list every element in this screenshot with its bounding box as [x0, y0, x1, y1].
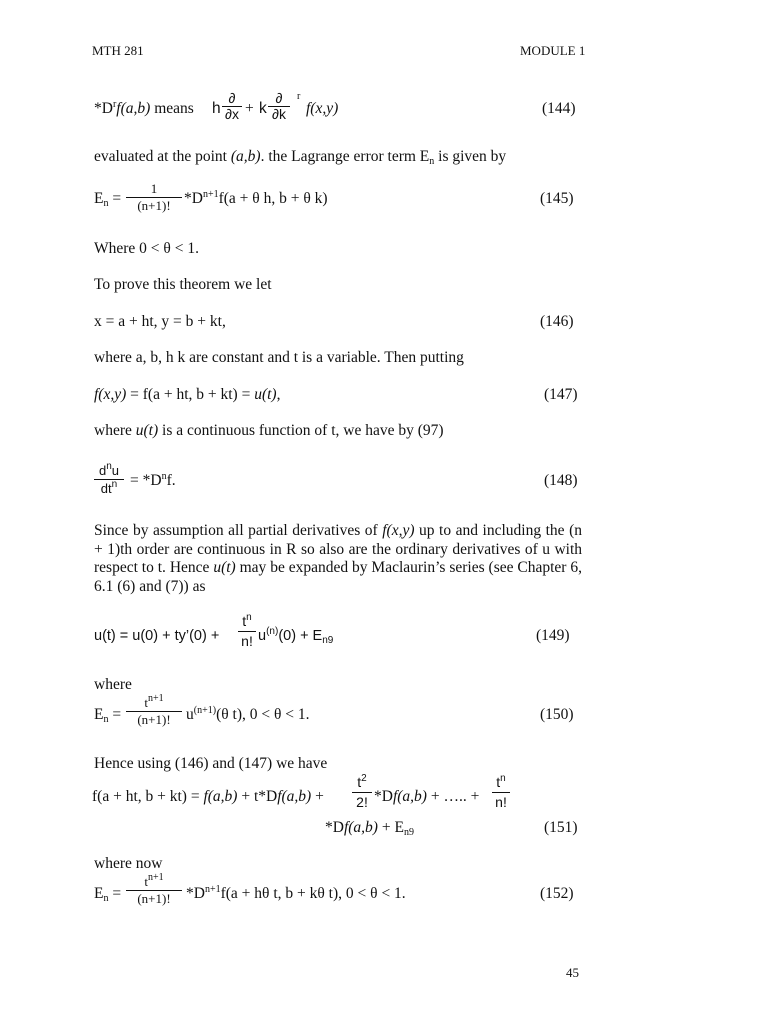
numerator [126, 874, 182, 890]
numerator [94, 462, 124, 479]
equation-146: x = a + ht, y = b + kt, [94, 313, 226, 330]
operator-text: *D [325, 819, 344, 836]
text-to-prove: To prove this theorem we let [94, 276, 272, 293]
expression: + t*D [237, 788, 278, 805]
numerator: ∂ [275, 90, 283, 106]
numerator [352, 773, 372, 792]
equation-147 [94, 386, 280, 404]
plus-sign: + [245, 100, 254, 117]
t: t [144, 874, 148, 889]
expression: f(a + θ h, b + θ k) [218, 190, 328, 207]
function-ab: f(a,b) [343, 819, 378, 836]
h-symbol: h [212, 100, 221, 117]
text: may be expanded by Maclaurin’s series (see Chapter 6, 6.1 (6) and (7)) as [94, 559, 582, 595]
text-where-now: where now [94, 855, 163, 872]
fraction-d-dk [268, 91, 290, 122]
text: where [94, 422, 136, 439]
superscript: n [161, 471, 167, 482]
numerator [492, 773, 510, 792]
page-number: 45 [566, 965, 579, 980]
text-constants: where a, b, h k are constant and t is a variable. Then putting [94, 349, 464, 366]
operator-text: *D [184, 190, 203, 207]
superscript: (n) [266, 626, 279, 637]
expression: f(a + hθ t, b + kθ t), 0 < θ < 1. [220, 885, 406, 902]
text: evaluated at the point [94, 148, 231, 165]
ellipsis-plus: + ….. + [426, 788, 480, 805]
numerator: ∂ [228, 90, 236, 106]
subscript: n [103, 714, 109, 725]
function-xy: f(x,y) [94, 386, 127, 403]
denominator: (n+1)! [137, 712, 171, 727]
equation-number-152: (152) [540, 885, 574, 902]
operator-text: = *D [130, 472, 162, 489]
text-evaluated-line [94, 148, 506, 166]
text-where-theta: Where 0 < θ < 1. [94, 240, 199, 257]
equation-number-150: (150) [540, 706, 574, 723]
u: u [186, 706, 194, 723]
text-hence-using: Hence using (146) and (147) we have [94, 755, 328, 772]
denominator [94, 480, 124, 497]
d: d [98, 463, 107, 478]
dt: dt [100, 481, 112, 496]
subscript: n9 [403, 827, 414, 838]
superscript: n+1 [204, 884, 221, 895]
superscript: n [500, 773, 506, 784]
expression: = f(a + ht, b + kt) = [126, 386, 255, 403]
equation-number-151: (151) [544, 819, 578, 836]
t: t [357, 774, 362, 790]
symbol: E [94, 706, 104, 723]
equation-number-148: (148) [544, 472, 578, 489]
text: is given by [434, 148, 507, 165]
denominator: n! [241, 633, 253, 649]
fraction-dnu-dtn [94, 462, 124, 497]
denominator: n! [495, 794, 507, 810]
text: Since by assumption all partial derivatives of [94, 522, 383, 539]
means-text: means [154, 100, 194, 117]
function-xy: f(x,y) [382, 522, 415, 539]
t: t [242, 613, 247, 629]
fraction-1-over-factorial [126, 181, 182, 214]
running-header-module: MODULE 1 [520, 43, 586, 58]
point-ab: (a,b) [230, 148, 261, 165]
function-xy: f(x,y) [306, 100, 339, 117]
expression: f. [166, 472, 176, 489]
plus: + [311, 788, 324, 805]
function-ab: f(a,b) [203, 788, 238, 805]
equals: = [108, 706, 122, 723]
expression-lhs: u(t) = u(0) + ty’(0) + [94, 628, 220, 644]
fraction-t2-over-2fact [352, 773, 372, 812]
function-ab: f(a,b) [116, 100, 151, 117]
fraction-tn1-over-factorial [126, 874, 182, 907]
text: up to and including the (n + 1)th order are continuous in R so also are the ordinary derivatives of u with respect to t. Hence [94, 522, 582, 576]
subscript: n [103, 198, 109, 209]
superscript: 2 [361, 773, 367, 784]
expression-lhs: f(a + ht, b + kt) = [92, 788, 204, 805]
equals: = [108, 885, 122, 902]
fraction-d-dx [222, 91, 242, 122]
numerator: 1 [150, 181, 158, 196]
subscript: n [103, 893, 109, 904]
subscript: n9 [322, 635, 334, 646]
equals: = [108, 190, 122, 207]
operator-text: *D [94, 100, 113, 117]
equation-number-146: (146) [540, 313, 574, 330]
superscript: n [246, 612, 252, 623]
function-ab: f(a,b) [392, 788, 427, 805]
denominator: 2! [356, 794, 368, 810]
expression: + E [377, 819, 404, 836]
denominator: ∂x [225, 106, 239, 122]
text-continuous [94, 422, 444, 440]
t: t [496, 774, 501, 790]
superscript: (n+1) [193, 705, 217, 716]
running-header-course: MTH 281 [92, 43, 144, 58]
expression: (0) + E [278, 628, 323, 644]
numerator [126, 695, 182, 711]
function-u: u(t) [135, 422, 159, 439]
function-ab: f(a,b) [277, 788, 312, 805]
superscript: n+1 [147, 693, 164, 704]
fraction-tn1-over-factorial [126, 695, 182, 728]
equation-number-149: (149) [536, 627, 570, 644]
punctuation: , [276, 386, 281, 403]
text-where: where [94, 676, 132, 693]
k-symbol: k [259, 100, 267, 117]
numerator [238, 612, 256, 631]
equation-number-147: (147) [544, 386, 578, 403]
superscript: n+1 [202, 189, 219, 200]
function-u: u(t) [254, 386, 277, 403]
text: is a continuous function of t, we have by (97) [158, 422, 444, 439]
u: u [111, 463, 120, 478]
text: . the Lagrange error term E [260, 148, 430, 165]
denominator: ∂k [272, 106, 286, 122]
superscript: r [112, 99, 117, 110]
fraction-tn-over-nfact [492, 773, 510, 812]
t: t [144, 695, 148, 710]
symbol: E [94, 885, 104, 902]
operator-text: *D [186, 885, 205, 902]
function-u: u(t) [213, 559, 236, 576]
equation-number-145: (145) [540, 190, 574, 207]
fraction-tn-over-nfact [238, 612, 256, 651]
symbol: E [94, 190, 104, 207]
superscript: n [106, 461, 112, 472]
paragraph-maclaurin [94, 522, 582, 596]
subscript: n [429, 156, 435, 167]
exponent-r: r [297, 91, 301, 102]
denominator: (n+1)! [137, 891, 171, 906]
expression: (θ t), 0 < θ < 1. [216, 706, 310, 723]
u: u [258, 628, 267, 644]
operator-text: *D [374, 788, 393, 805]
equation-number-144: (144) [542, 100, 576, 117]
superscript: n [111, 479, 118, 490]
superscript: n+1 [147, 872, 164, 883]
denominator: (n+1)! [137, 198, 171, 213]
